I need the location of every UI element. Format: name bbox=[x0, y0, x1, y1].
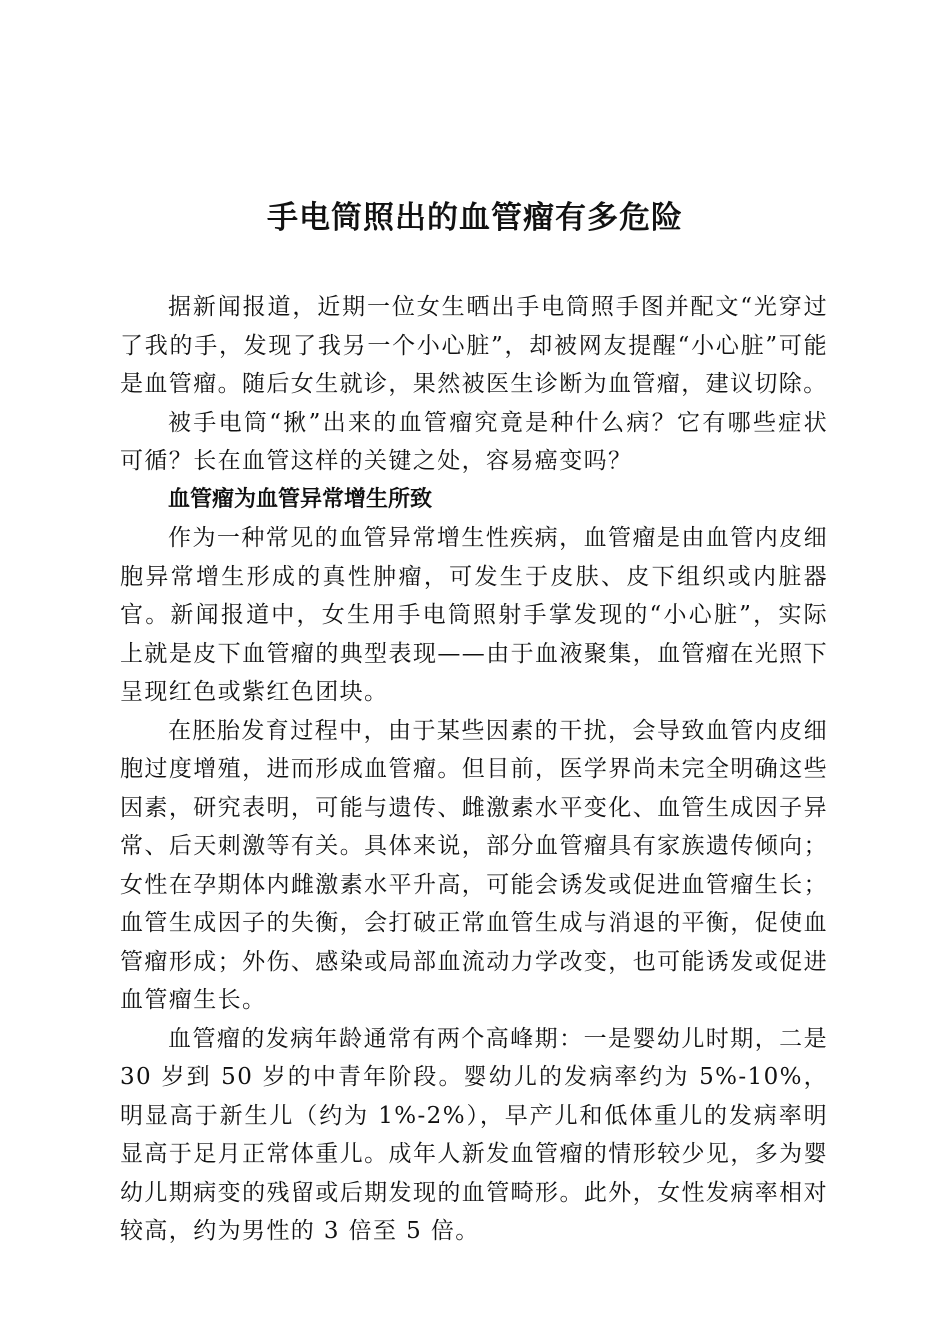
paragraph-definition: 作为一种常见的血管异常增生性疾病，血管瘤是由血管内皮细胞异常增生形成的真性肿瘤，可发生于皮肤、皮下组织或内脏器官。新闻报道中，女生用手电筒照射手掌发现的“小心脏”，实际上就是皮下血管瘤的典型表现——由于血液聚集，血管瘤在光照下呈现红色或紫红色团块。 bbox=[120, 525, 828, 705]
paragraph-questions: 被手电筒“揪”出来的血管瘤究竟是种什么病？它有哪些症状可循？长在血管这样的关键之处，容易癌变吗？ bbox=[120, 409, 828, 474]
article-body bbox=[120, 288, 828, 1251]
paragraph-age-peaks: 血管瘤的发病年龄通常有两个高峰期：一是婴幼儿时期，二是 30 岁到 50 岁的中青年阶段。婴幼儿的发病率约为 5%-10%，明显高于新生儿（约为 1%-2%），早产儿和低体重儿的发病率明显高于足月正常体重儿。成年人新发血管瘤的情形较少见，多为婴幼儿期病变的残留或后期发现的血管畸形。此外，女性发病率相对较高，约为男性的 3 倍至 5 倍。 bbox=[120, 1025, 828, 1244]
section-heading: 血管瘤为血管异常增生所致 bbox=[168, 486, 433, 512]
paragraph-causes: 在胚胎发育过程中，由于某些因素的干扰，会导致血管内皮细胞过度增殖，进而形成血管瘤。但目前，医学界尚未完全明确这些因素，研究表明，可能与遗传、雌激素水平变化、血管生成因子异常、后天刺激等有关。具体来说，部分血管瘤具有家族遗传倾向；女性在孕期体内雌激素水平升高，可能会诱发或促进血管瘤生长；血管生成因子的失衡，会打破正常血管生成与消退的平衡，促使血管瘤形成；外伤、感染或局部血流动力学改变，也可能诱发或促进血管瘤生长。 bbox=[120, 717, 828, 1013]
article-title: 手电筒照出的血管瘤有多危险 bbox=[267, 200, 683, 236]
paragraph-intro: 据新闻报道，近期一位女生晒出手电筒照手图并配文“光穿过了我的手，发现了我另一个小心脏”，却被网友提醒“小心脏”可能是血管瘤。随后女生就诊，果然被医生诊断为血管瘤，建议切除。 bbox=[120, 294, 828, 397]
